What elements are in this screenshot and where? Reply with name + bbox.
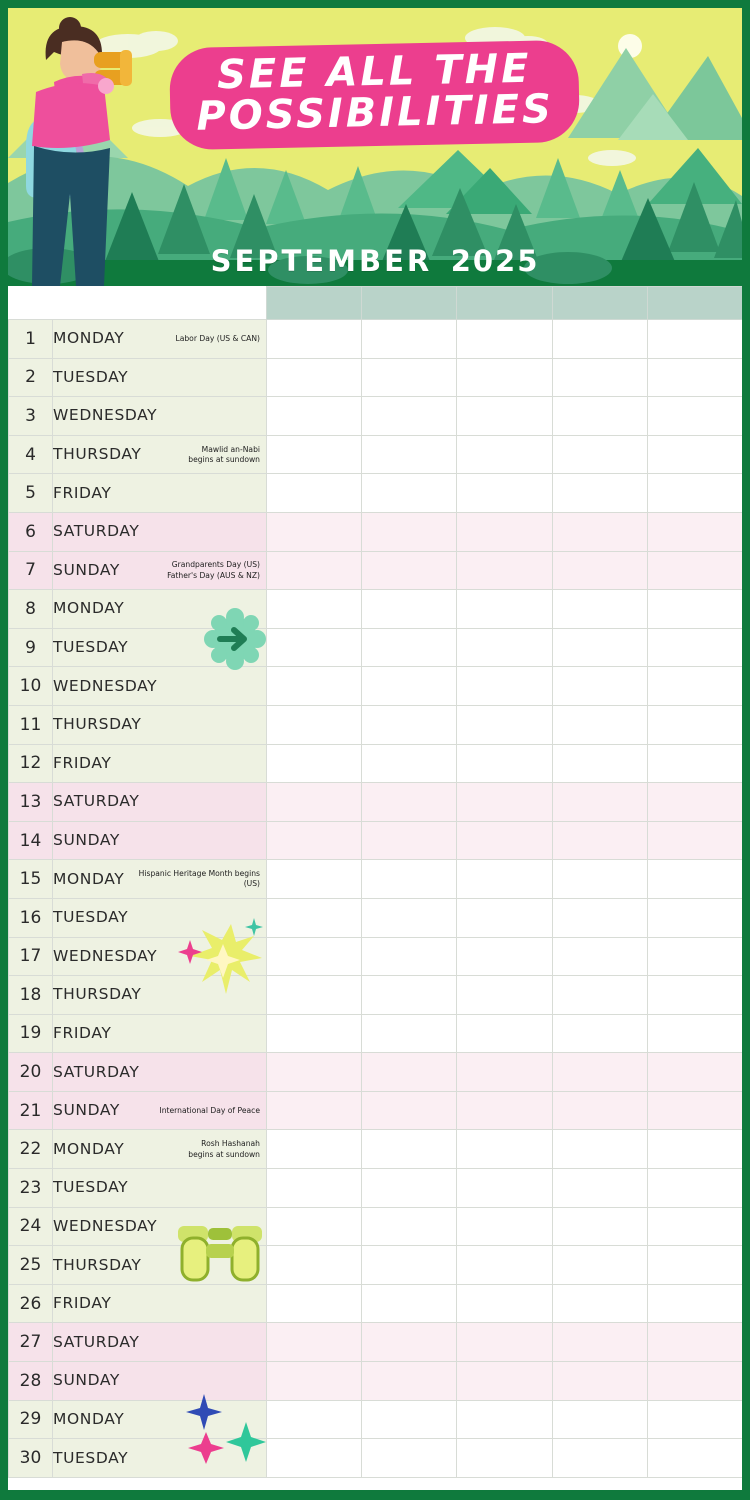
calendar-row xyxy=(9,1323,743,1362)
write-in-cell[interactable] xyxy=(647,1323,742,1362)
title-block xyxy=(8,44,742,146)
day-name: TUESDAY xyxy=(53,1448,129,1467)
write-in-cell[interactable] xyxy=(647,628,742,667)
date-number: 20 xyxy=(9,1053,53,1092)
write-in-cell[interactable] xyxy=(647,1091,742,1130)
day-cell xyxy=(53,1362,267,1401)
write-in-cell[interactable] xyxy=(457,358,552,397)
calendar-table xyxy=(8,286,742,1478)
write-in-cell[interactable] xyxy=(457,551,552,590)
write-in-cell[interactable] xyxy=(552,1362,647,1401)
write-in-cell[interactable] xyxy=(457,320,552,359)
calendar-row xyxy=(9,1284,743,1323)
write-in-cell[interactable] xyxy=(362,1053,457,1092)
day-name: THURSDAY xyxy=(53,1255,142,1274)
write-in-cell[interactable] xyxy=(362,783,457,822)
write-in-cell[interactable] xyxy=(267,512,362,551)
write-in-cell[interactable] xyxy=(362,1362,457,1401)
calendar-row xyxy=(9,1053,743,1092)
write-in-cell[interactable] xyxy=(552,667,647,706)
day-name: MONDAY xyxy=(53,329,125,348)
date-number: 30 xyxy=(9,1439,53,1478)
date-number: 6 xyxy=(9,512,53,551)
date-number: 8 xyxy=(9,590,53,629)
write-in-cell[interactable] xyxy=(457,1362,552,1401)
write-in-cell[interactable] xyxy=(647,1169,742,1208)
day-cell xyxy=(53,1130,267,1169)
day-cell xyxy=(53,937,267,976)
write-in-cell[interactable] xyxy=(267,1323,362,1362)
calendar-row xyxy=(9,937,743,976)
write-in-cell[interactable] xyxy=(267,1207,362,1246)
day-cell xyxy=(53,1053,267,1092)
write-in-cell[interactable] xyxy=(267,1053,362,1092)
write-in-cell[interactable] xyxy=(647,860,742,899)
write-in-cell[interactable] xyxy=(647,937,742,976)
write-in-cell[interactable] xyxy=(552,821,647,860)
date-number: 21 xyxy=(9,1091,53,1130)
date-number: 3 xyxy=(9,397,53,436)
header-spacer-number xyxy=(9,287,53,320)
day-cell xyxy=(53,1284,267,1323)
column-header-cell-3[interactable] xyxy=(457,287,552,320)
write-in-cell[interactable] xyxy=(457,898,552,937)
write-in-cell[interactable] xyxy=(362,821,457,860)
date-number: 24 xyxy=(9,1207,53,1246)
day-name: WEDNESDAY xyxy=(53,676,158,695)
calendar-row xyxy=(9,590,743,629)
write-in-cell[interactable] xyxy=(457,1284,552,1323)
write-in-cell[interactable] xyxy=(362,628,457,667)
write-in-cell[interactable] xyxy=(267,435,362,474)
date-number: 28 xyxy=(9,1362,53,1401)
day-name: FRIDAY xyxy=(53,1294,112,1313)
calendar-row xyxy=(9,976,743,1015)
day-cell xyxy=(53,898,267,937)
day-name: SUNDAY xyxy=(53,560,120,579)
calendar-row xyxy=(9,1207,743,1246)
write-in-cell[interactable] xyxy=(647,1207,742,1246)
day-name: SATURDAY xyxy=(53,1332,140,1351)
day-name: FRIDAY xyxy=(53,753,112,772)
date-number: 9 xyxy=(9,628,53,667)
write-in-cell[interactable] xyxy=(552,1053,647,1092)
calendar-row xyxy=(9,1091,743,1130)
day-cell xyxy=(53,1400,267,1439)
column-header-cell-4[interactable] xyxy=(552,287,647,320)
day-name: TUESDAY xyxy=(53,908,129,927)
write-in-cell[interactable] xyxy=(647,358,742,397)
date-number: 17 xyxy=(9,937,53,976)
write-in-cell[interactable] xyxy=(362,1246,457,1285)
holiday-note: Hispanic Heritage Month begins (US) xyxy=(138,868,260,889)
write-in-cell[interactable] xyxy=(552,551,647,590)
day-cell xyxy=(53,667,267,706)
title-badge xyxy=(169,40,580,150)
date-number: 5 xyxy=(9,474,53,513)
day-cell xyxy=(53,628,267,667)
write-in-cell[interactable] xyxy=(552,860,647,899)
day-cell xyxy=(53,474,267,513)
day-name: TUESDAY xyxy=(53,367,129,386)
day-name: WEDNESDAY xyxy=(53,1216,158,1235)
write-in-cell[interactable] xyxy=(362,1284,457,1323)
day-cell xyxy=(53,1439,267,1478)
write-in-cell[interactable] xyxy=(267,744,362,783)
write-in-cell[interactable] xyxy=(552,744,647,783)
write-in-cell[interactable] xyxy=(457,397,552,436)
write-in-cell[interactable] xyxy=(647,783,742,822)
write-in-cell[interactable] xyxy=(457,628,552,667)
write-in-cell[interactable] xyxy=(457,474,552,513)
write-in-cell[interactable] xyxy=(267,1014,362,1053)
date-number: 1 xyxy=(9,320,53,359)
write-in-cell[interactable] xyxy=(552,512,647,551)
day-name: TUESDAY xyxy=(53,1178,129,1197)
write-in-cell[interactable] xyxy=(457,1130,552,1169)
write-in-cell[interactable] xyxy=(362,937,457,976)
date-number: 10 xyxy=(9,667,53,706)
write-in-cell[interactable] xyxy=(362,705,457,744)
write-in-cell[interactable] xyxy=(457,821,552,860)
write-in-cell[interactable] xyxy=(267,1439,362,1478)
write-in-cell[interactable] xyxy=(267,1362,362,1401)
write-in-cell[interactable] xyxy=(647,898,742,937)
calendar-row xyxy=(9,783,743,822)
write-in-cell[interactable] xyxy=(267,1130,362,1169)
day-name: SATURDAY xyxy=(53,522,140,541)
write-in-cell[interactable] xyxy=(267,590,362,629)
write-in-cell[interactable] xyxy=(457,667,552,706)
calendar-row xyxy=(9,1130,743,1169)
header-illustration xyxy=(8,8,742,286)
write-in-cell[interactable] xyxy=(647,1053,742,1092)
write-in-cell[interactable] xyxy=(552,474,647,513)
write-in-cell[interactable] xyxy=(647,1400,742,1439)
write-in-cell[interactable] xyxy=(647,744,742,783)
write-in-cell[interactable] xyxy=(362,976,457,1015)
write-in-cell[interactable] xyxy=(647,1284,742,1323)
write-in-cell[interactable] xyxy=(552,1400,647,1439)
calendar-row xyxy=(9,435,743,474)
write-in-cell[interactable] xyxy=(457,1053,552,1092)
holiday-note: Rosh Hashanah begins at sundown xyxy=(188,1139,260,1159)
write-in-cell[interactable] xyxy=(457,590,552,629)
day-cell xyxy=(53,551,267,590)
write-in-cell[interactable] xyxy=(457,860,552,899)
calendar-row xyxy=(9,898,743,937)
day-cell xyxy=(53,320,267,359)
write-in-cell[interactable] xyxy=(552,1091,647,1130)
calendar-row xyxy=(9,1014,743,1053)
day-name: MONDAY xyxy=(53,869,125,888)
write-in-cell[interactable] xyxy=(647,474,742,513)
day-cell xyxy=(53,744,267,783)
write-in-cell[interactable] xyxy=(362,744,457,783)
write-in-cell[interactable] xyxy=(362,320,457,359)
write-in-cell[interactable] xyxy=(362,1169,457,1208)
write-in-cell[interactable] xyxy=(552,1014,647,1053)
holiday-note: Labor Day (US & CAN) xyxy=(175,333,260,343)
day-cell xyxy=(53,1246,267,1285)
column-header-cell-5[interactable] xyxy=(647,287,742,320)
write-in-cell[interactable] xyxy=(267,860,362,899)
write-in-cell[interactable] xyxy=(267,358,362,397)
write-in-cell[interactable] xyxy=(552,783,647,822)
day-name: TUESDAY xyxy=(53,638,129,657)
date-number: 27 xyxy=(9,1323,53,1362)
write-in-cell[interactable] xyxy=(552,358,647,397)
date-number: 7 xyxy=(9,551,53,590)
write-in-cell[interactable] xyxy=(552,435,647,474)
write-in-cell[interactable] xyxy=(552,1246,647,1285)
write-in-cell[interactable] xyxy=(267,783,362,822)
write-in-cell[interactable] xyxy=(552,937,647,976)
write-in-cell[interactable] xyxy=(362,1439,457,1478)
write-in-cell[interactable] xyxy=(267,705,362,744)
day-cell xyxy=(53,705,267,744)
write-in-cell[interactable] xyxy=(362,860,457,899)
write-in-cell[interactable] xyxy=(267,1284,362,1323)
month-label: SEPTEMBER xyxy=(210,244,433,278)
day-cell xyxy=(53,1091,267,1130)
column-header-row xyxy=(9,287,743,320)
write-in-cell[interactable] xyxy=(647,667,742,706)
date-number: 11 xyxy=(9,705,53,744)
calendar-row xyxy=(9,551,743,590)
day-name: THURSDAY xyxy=(53,445,142,464)
day-cell xyxy=(53,358,267,397)
column-header-cell-1[interactable] xyxy=(267,287,362,320)
write-in-cell[interactable] xyxy=(362,1323,457,1362)
year-label: 2025 xyxy=(450,244,540,278)
day-name: SUNDAY xyxy=(53,1371,120,1390)
write-in-cell[interactable] xyxy=(267,1400,362,1439)
write-in-cell[interactable] xyxy=(267,898,362,937)
write-in-cell[interactable] xyxy=(457,976,552,1015)
day-cell xyxy=(53,1323,267,1362)
calendar-row xyxy=(9,628,743,667)
date-number: 12 xyxy=(9,744,53,783)
calendar-row xyxy=(9,1246,743,1285)
write-in-cell[interactable] xyxy=(457,1400,552,1439)
day-name: WEDNESDAY xyxy=(53,946,158,965)
calendar-inner xyxy=(8,8,742,1490)
day-cell xyxy=(53,1207,267,1246)
write-in-cell[interactable] xyxy=(457,937,552,976)
calendar-row xyxy=(9,821,743,860)
write-in-cell[interactable] xyxy=(267,821,362,860)
write-in-cell[interactable] xyxy=(457,512,552,551)
write-in-cell[interactable] xyxy=(552,320,647,359)
title-line-2: POSSIBILITIES xyxy=(196,86,555,140)
write-in-cell[interactable] xyxy=(552,705,647,744)
write-in-cell[interactable] xyxy=(267,628,362,667)
write-in-cell[interactable] xyxy=(647,1014,742,1053)
write-in-cell[interactable] xyxy=(362,474,457,513)
day-cell xyxy=(53,783,267,822)
day-cell xyxy=(53,397,267,436)
write-in-cell[interactable] xyxy=(267,976,362,1015)
write-in-cell[interactable] xyxy=(552,1207,647,1246)
header-spacer-day xyxy=(53,287,267,320)
day-cell xyxy=(53,512,267,551)
write-in-cell[interactable] xyxy=(267,320,362,359)
day-name: MONDAY xyxy=(53,599,125,618)
calendar-row xyxy=(9,512,743,551)
calendar-row xyxy=(9,358,743,397)
write-in-cell[interactable] xyxy=(362,1130,457,1169)
day-name: THURSDAY xyxy=(53,985,142,1004)
write-in-cell[interactable] xyxy=(457,1014,552,1053)
date-number: 25 xyxy=(9,1246,53,1285)
write-in-cell[interactable] xyxy=(647,1130,742,1169)
write-in-cell[interactable] xyxy=(457,744,552,783)
day-name: WEDNESDAY xyxy=(53,406,158,425)
calendar-row xyxy=(9,1362,743,1401)
write-in-cell[interactable] xyxy=(362,590,457,629)
day-cell xyxy=(53,590,267,629)
write-in-cell[interactable] xyxy=(362,551,457,590)
write-in-cell[interactable] xyxy=(457,1246,552,1285)
write-in-cell[interactable] xyxy=(362,898,457,937)
write-in-cell[interactable] xyxy=(457,1091,552,1130)
write-in-cell[interactable] xyxy=(362,1207,457,1246)
date-number: 22 xyxy=(9,1130,53,1169)
write-in-cell[interactable] xyxy=(647,320,742,359)
day-name: SUNDAY xyxy=(53,831,120,850)
holiday-note: Mawlid an-Nabi begins at sundown xyxy=(188,444,260,464)
write-in-cell[interactable] xyxy=(457,1323,552,1362)
write-in-cell[interactable] xyxy=(362,512,457,551)
write-in-cell[interactable] xyxy=(552,1323,647,1362)
date-number: 14 xyxy=(9,821,53,860)
holiday-note: Grandparents Day (US) Father's Day (AUS & NZ) xyxy=(167,560,260,580)
calendar-row xyxy=(9,320,743,359)
date-number: 29 xyxy=(9,1400,53,1439)
date-number: 2 xyxy=(9,358,53,397)
write-in-cell[interactable] xyxy=(267,937,362,976)
day-cell xyxy=(53,1169,267,1208)
write-in-cell[interactable] xyxy=(647,590,742,629)
holiday-note: International Day of Peace xyxy=(159,1105,260,1115)
calendar-row xyxy=(9,744,743,783)
day-name: FRIDAY xyxy=(53,483,112,502)
day-cell xyxy=(53,860,267,899)
calendar-row xyxy=(9,705,743,744)
write-in-cell[interactable] xyxy=(647,435,742,474)
write-in-cell[interactable] xyxy=(647,1246,742,1285)
write-in-cell[interactable] xyxy=(457,1169,552,1208)
day-name: FRIDAY xyxy=(53,1023,112,1042)
write-in-cell[interactable] xyxy=(362,1014,457,1053)
day-name: MONDAY xyxy=(53,1139,125,1158)
write-in-cell[interactable] xyxy=(457,1207,552,1246)
date-number: 26 xyxy=(9,1284,53,1323)
column-header-cell-2[interactable] xyxy=(362,287,457,320)
write-in-cell[interactable] xyxy=(552,1439,647,1478)
write-in-cell[interactable] xyxy=(647,551,742,590)
day-name: SATURDAY xyxy=(53,1062,140,1081)
day-name: SATURDAY xyxy=(53,792,140,811)
write-in-cell[interactable] xyxy=(362,397,457,436)
write-in-cell[interactable] xyxy=(362,358,457,397)
write-in-cell[interactable] xyxy=(457,705,552,744)
write-in-cell[interactable] xyxy=(267,397,362,436)
write-in-cell[interactable] xyxy=(362,435,457,474)
write-in-cell[interactable] xyxy=(267,474,362,513)
write-in-cell[interactable] xyxy=(647,705,742,744)
write-in-cell[interactable] xyxy=(267,667,362,706)
calendar-row xyxy=(9,860,743,899)
calendar-row xyxy=(9,397,743,436)
write-in-cell[interactable] xyxy=(267,1169,362,1208)
write-in-cell[interactable] xyxy=(362,667,457,706)
day-cell xyxy=(53,821,267,860)
day-name: MONDAY xyxy=(53,1409,125,1428)
day-cell xyxy=(53,976,267,1015)
date-number: 23 xyxy=(9,1169,53,1208)
write-in-cell[interactable] xyxy=(647,512,742,551)
day-cell xyxy=(53,1014,267,1053)
write-in-cell[interactable] xyxy=(552,628,647,667)
write-in-cell[interactable] xyxy=(647,1439,742,1478)
write-in-cell[interactable] xyxy=(647,976,742,1015)
calendar-row xyxy=(9,1169,743,1208)
calendar-row xyxy=(9,1400,743,1439)
date-number: 15 xyxy=(9,860,53,899)
day-name: SUNDAY xyxy=(53,1101,120,1120)
day-cell xyxy=(53,435,267,474)
calendar-grid xyxy=(8,286,742,1478)
day-name: THURSDAY xyxy=(53,715,142,734)
date-number: 19 xyxy=(9,1014,53,1053)
write-in-cell[interactable] xyxy=(552,1169,647,1208)
calendar-row xyxy=(9,474,743,513)
date-number: 16 xyxy=(9,898,53,937)
calendar-row xyxy=(9,1439,743,1478)
date-number: 18 xyxy=(9,976,53,1015)
date-number: 13 xyxy=(9,783,53,822)
write-in-cell[interactable] xyxy=(457,435,552,474)
write-in-cell[interactable] xyxy=(552,1130,647,1169)
calendar-row xyxy=(9,667,743,706)
write-in-cell[interactable] xyxy=(552,976,647,1015)
write-in-cell[interactable] xyxy=(552,590,647,629)
write-in-cell[interactable] xyxy=(552,397,647,436)
write-in-cell[interactable] xyxy=(647,397,742,436)
write-in-cell[interactable] xyxy=(362,1091,457,1130)
write-in-cell[interactable] xyxy=(267,551,362,590)
write-in-cell[interactable] xyxy=(552,898,647,937)
write-in-cell[interactable] xyxy=(267,1246,362,1285)
write-in-cell[interactable] xyxy=(267,1091,362,1130)
write-in-cell[interactable] xyxy=(552,1284,647,1323)
write-in-cell[interactable] xyxy=(457,783,552,822)
date-number: 4 xyxy=(9,435,53,474)
write-in-cell[interactable] xyxy=(647,821,742,860)
write-in-cell[interactable] xyxy=(362,1400,457,1439)
month-year-block xyxy=(8,244,742,278)
write-in-cell[interactable] xyxy=(647,1362,742,1401)
write-in-cell[interactable] xyxy=(457,1439,552,1478)
title-line-1: SEE ALL THE xyxy=(216,45,533,99)
calendar-body xyxy=(9,287,743,1478)
